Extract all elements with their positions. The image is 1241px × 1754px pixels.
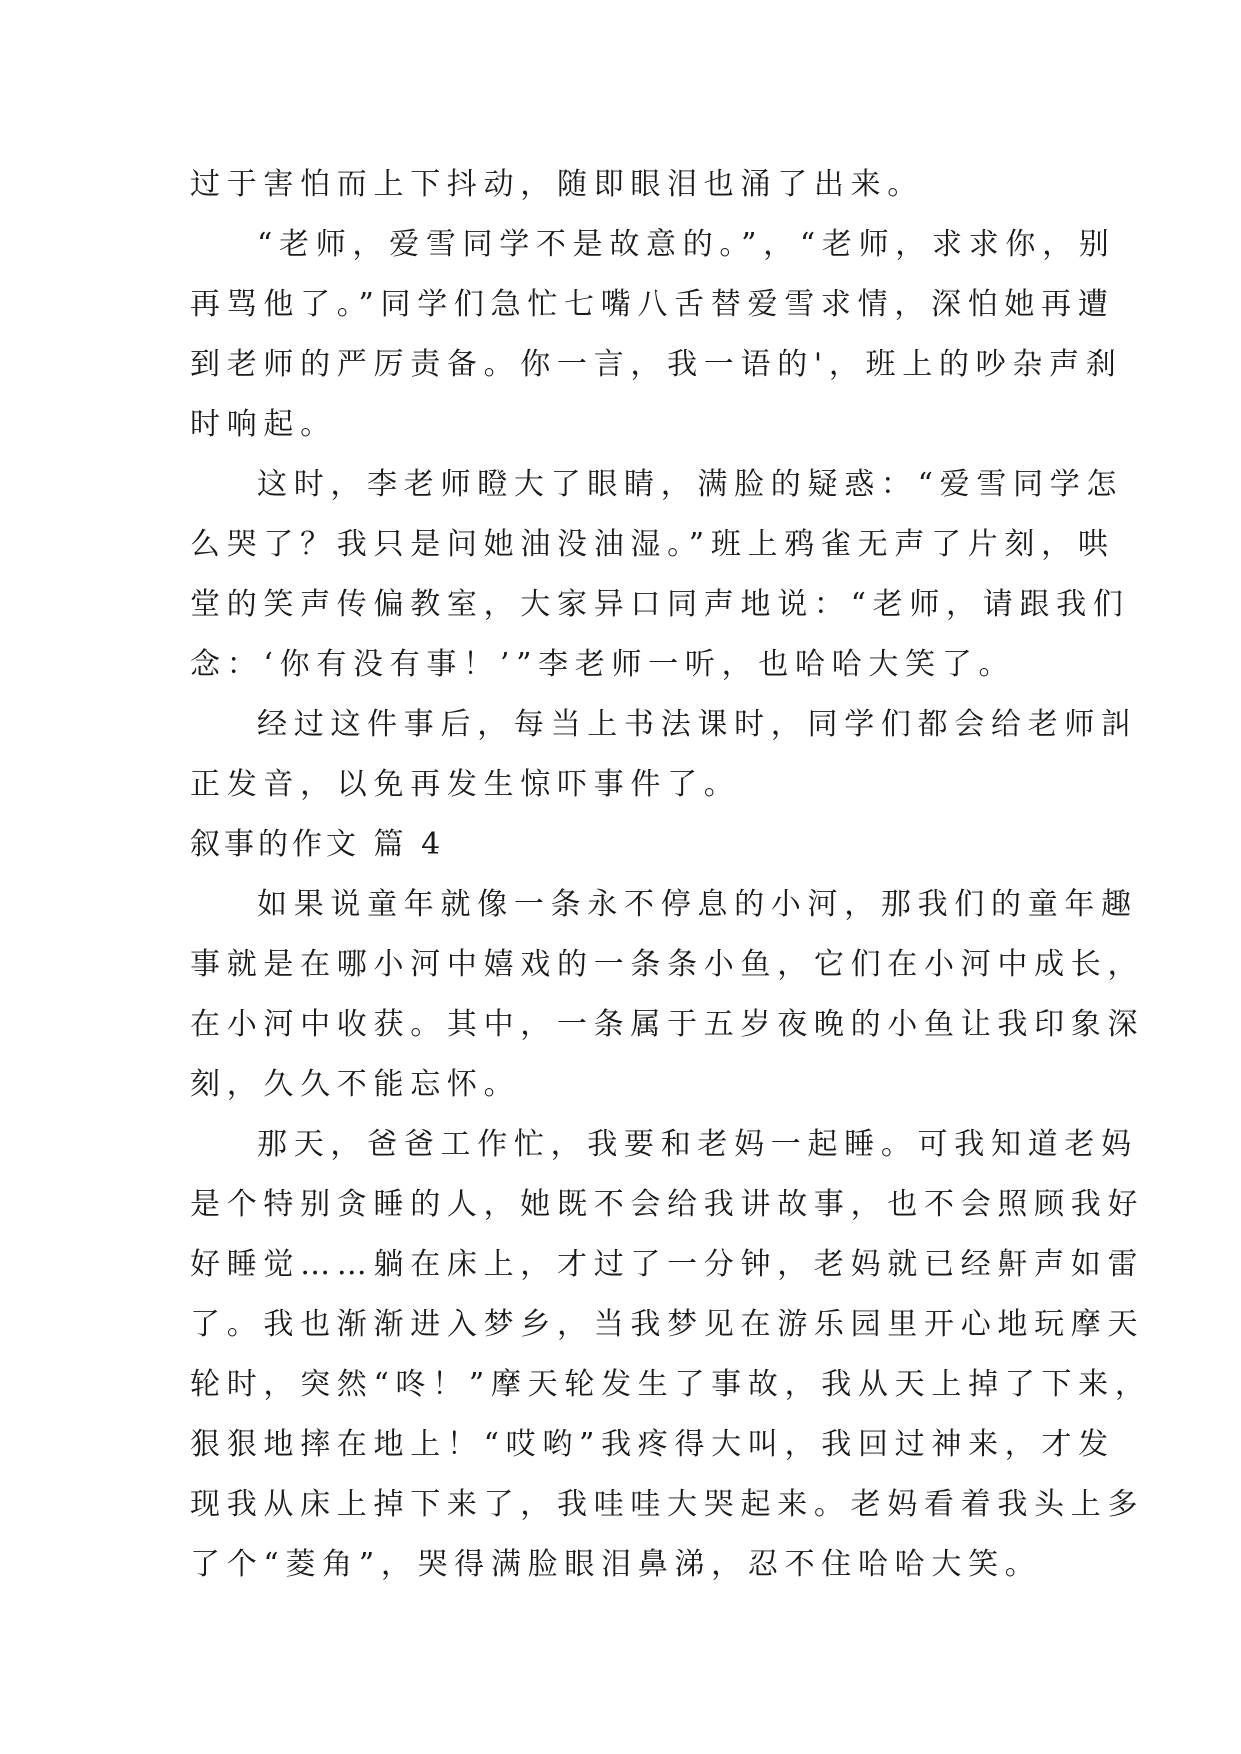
text-line: 刻，久久不能忘怀。: [190, 1067, 521, 1102]
text-line: 是个特别贪睡的人，她既不会给我讲故事，也不会照顾我好: [190, 1187, 1145, 1222]
paragraph-first-line: 这时，李老师瞪大了眼睛，满脸的疑惑：“爱雪同学怎: [257, 467, 1124, 502]
paragraph-first-line: 经过这件事后，每当上书法课时，同学们都会给老师訆: [257, 707, 1138, 742]
text-line: 事就是在哪小河中嬉戏的一条条小鱼，它们在小河中成长，: [190, 947, 1145, 982]
text-line: 时响起。: [190, 407, 337, 442]
text-line: 到老师的严厉责备。你一言，我一语的'，班上的吵杂声刹: [190, 347, 1123, 382]
paragraph-first-line: 那天，爸爸工作忙，我要和老妈一起睡。可我知道老妈: [257, 1127, 1138, 1162]
text-line: 过于害怕而上下抖动，随即眼泪也涌了出来。: [190, 167, 924, 202]
text-line: 正发音，以免再发生惊吓事件了。: [190, 767, 741, 802]
text-line: 轮时，突然“咚！”摩天轮发生了事故，我从天上掉了下来，: [190, 1367, 1152, 1402]
text-line: 现我从床上掉下来了，我哇哇大哭起来。老妈看着我头上多: [190, 1487, 1145, 1522]
text-line: 么哭了？我只是问她油没油湿。”班上鸦雀无声了片刻，哄: [190, 527, 1115, 562]
text-line: 了个“菱角”，哭得满脸眼泪鼻涕，忍不住哈哈大笑。: [190, 1547, 1042, 1582]
text-line: 堂的笑声传偏教室，大家异口同声地说：“老师，请跟我们: [190, 587, 1130, 622]
text-line: 念：‘你有没有事！’”李老师一听，也哈哈大笑了。: [190, 647, 1016, 682]
text-line: 在小河中收获。其中，一条属于五岁夜晚的小鱼让我印象深: [190, 1007, 1145, 1042]
section-heading: 叙事的作文 篇 4: [190, 827, 445, 862]
paragraph-first-line: 如果说童年就像一条永不停息的小河，那我们的童年趣: [257, 887, 1138, 922]
text-line: 狠狠地摔在地上！“哎哟”我疼得大叫，我回过神来，才发: [190, 1427, 1115, 1462]
text-line: 好睡觉……躺在床上，才过了一分钟，老妈就已经鼾声如雷: [190, 1247, 1145, 1282]
text-line: 了。我也渐渐进入梦乡，当我梦见在游乐园里开心地玩摩天: [190, 1307, 1145, 1342]
paragraph-first-line: “老师，爱雪同学不是故意的。”，“老师，求求你，别: [257, 227, 1116, 262]
text-line: 再骂他了。”同学们急忙七嘴八舌替爱雪求情，深怕她再遭: [190, 287, 1115, 322]
